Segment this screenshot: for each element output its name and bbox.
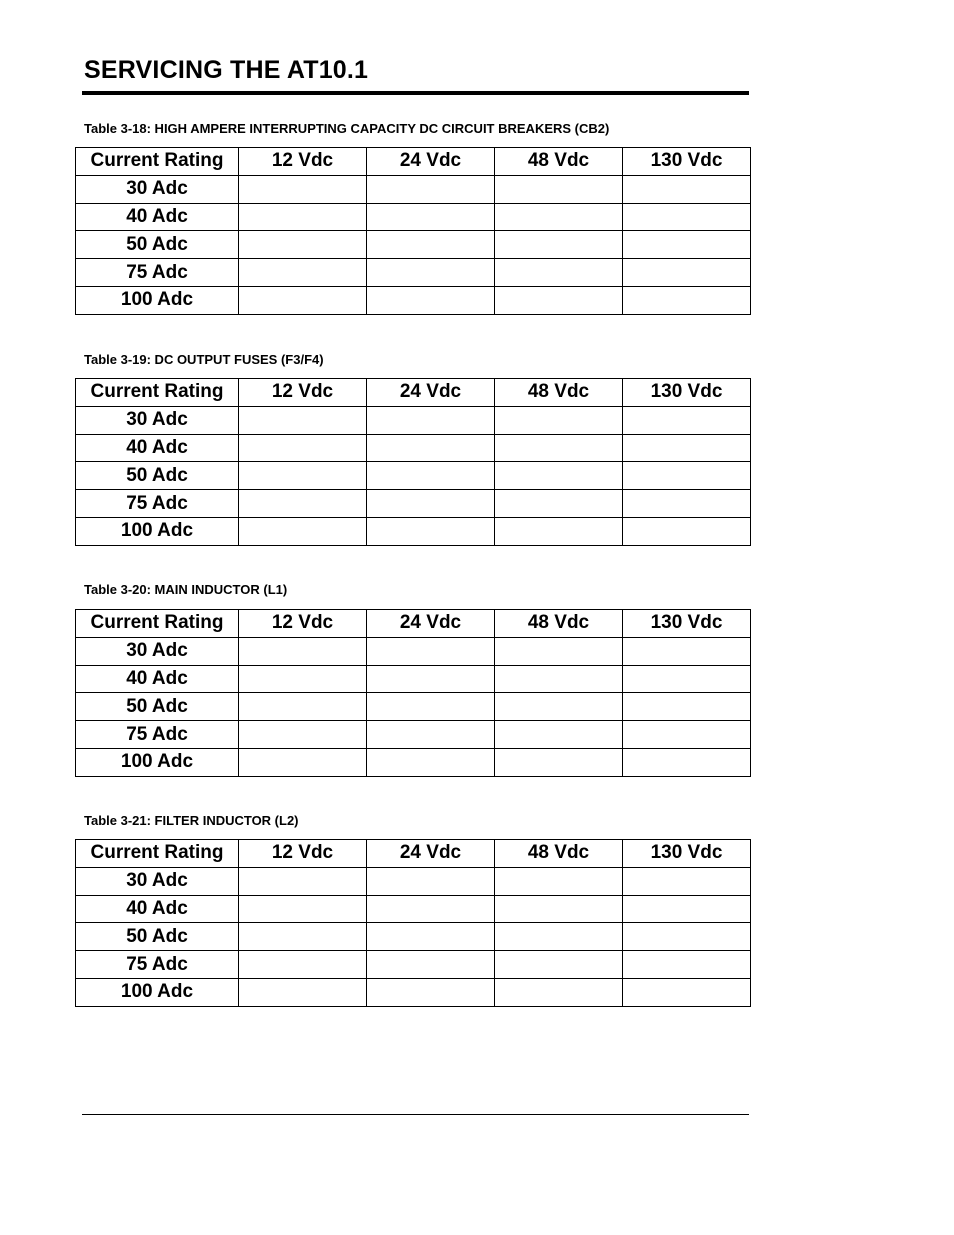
value-cell[interactable] (623, 951, 751, 979)
table-row (76, 406, 751, 434)
table-row (76, 231, 751, 259)
value-cell[interactable] (623, 434, 751, 462)
table-row (76, 978, 751, 1006)
value-cell[interactable] (495, 259, 623, 287)
value-cell[interactable] (495, 517, 623, 545)
value-cell[interactable] (239, 978, 367, 1006)
value-cell[interactable] (239, 867, 367, 895)
table-row (76, 721, 751, 749)
value-cell[interactable] (367, 286, 495, 314)
current-rating-cell: 30 Adc (76, 867, 239, 895)
value-cell[interactable] (239, 517, 367, 545)
current-rating-cell: 40 Adc (76, 434, 239, 462)
column-header: 12 Vdc (239, 840, 367, 868)
value-cell[interactable] (623, 175, 751, 203)
current-rating-cell: 30 Adc (76, 175, 239, 203)
value-cell[interactable] (495, 637, 623, 665)
value-cell[interactable] (239, 923, 367, 951)
value-cell[interactable] (239, 748, 367, 776)
value-cell[interactable] (495, 665, 623, 693)
value-cell[interactable] (367, 665, 495, 693)
value-cell[interactable] (367, 203, 495, 231)
column-header: Current Rating (76, 840, 239, 868)
current-rating-cell: 50 Adc (76, 693, 239, 721)
table-caption: Table 3-20: MAIN INDUCTOR (L1) (84, 582, 288, 597)
table-row (76, 490, 751, 518)
value-cell[interactable] (239, 693, 367, 721)
value-cell[interactable] (623, 637, 751, 665)
table-row (76, 748, 751, 776)
footer-rule (82, 1114, 749, 1115)
current-rating-cell: 75 Adc (76, 721, 239, 749)
page-title: SERVICING THE AT10.1 (84, 56, 369, 84)
table-header-row (76, 148, 751, 176)
value-cell[interactable] (623, 923, 751, 951)
value-cell[interactable] (495, 721, 623, 749)
rating-table (75, 147, 751, 315)
value-cell[interactable] (623, 693, 751, 721)
column-header: 24 Vdc (367, 610, 495, 638)
value-cell[interactable] (495, 748, 623, 776)
value-cell[interactable] (495, 867, 623, 895)
value-cell[interactable] (623, 490, 751, 518)
current-rating-cell: 50 Adc (76, 923, 239, 951)
value-cell[interactable] (495, 978, 623, 1006)
value-cell[interactable] (367, 517, 495, 545)
current-rating-cell: 75 Adc (76, 951, 239, 979)
value-cell[interactable] (367, 462, 495, 490)
current-rating-cell: 100 Adc (76, 517, 239, 545)
current-rating-cell: 50 Adc (76, 462, 239, 490)
table-row (76, 867, 751, 895)
table-caption: Table 3-18: HIGH AMPERE INTERRUPTING CAPACITY DC CIRCUIT BREAKERS (CB2) (84, 121, 610, 136)
value-cell[interactable] (495, 203, 623, 231)
table-row (76, 462, 751, 490)
value-cell[interactable] (495, 490, 623, 518)
table-row (76, 203, 751, 231)
value-cell[interactable] (239, 175, 367, 203)
value-cell[interactable] (367, 231, 495, 259)
value-cell[interactable] (623, 517, 751, 545)
value-cell[interactable] (495, 231, 623, 259)
rating-table (75, 609, 751, 777)
value-cell[interactable] (495, 462, 623, 490)
column-header: 130 Vdc (623, 148, 751, 176)
value-cell[interactable] (367, 895, 495, 923)
current-rating-cell: 30 Adc (76, 637, 239, 665)
value-cell[interactable] (623, 867, 751, 895)
value-cell[interactable] (367, 637, 495, 665)
value-cell[interactable] (367, 923, 495, 951)
value-cell[interactable] (239, 231, 367, 259)
column-header: 48 Vdc (495, 610, 623, 638)
column-header: 130 Vdc (623, 840, 751, 868)
value-cell[interactable] (367, 721, 495, 749)
value-cell[interactable] (367, 951, 495, 979)
table-row (76, 693, 751, 721)
value-cell[interactable] (623, 203, 751, 231)
column-header: 12 Vdc (239, 610, 367, 638)
column-header: 12 Vdc (239, 148, 367, 176)
value-cell[interactable] (623, 665, 751, 693)
value-cell[interactable] (623, 406, 751, 434)
table-caption: Table 3-21: FILTER INDUCTOR (L2) (84, 813, 299, 828)
column-header: 48 Vdc (495, 840, 623, 868)
value-cell[interactable] (495, 434, 623, 462)
value-cell[interactable] (239, 286, 367, 314)
column-header: 12 Vdc (239, 379, 367, 407)
column-header: 130 Vdc (623, 610, 751, 638)
rating-table (75, 378, 751, 546)
column-header: 24 Vdc (367, 840, 495, 868)
value-cell[interactable] (367, 406, 495, 434)
value-cell[interactable] (623, 748, 751, 776)
column-header: 48 Vdc (495, 379, 623, 407)
value-cell[interactable] (239, 462, 367, 490)
current-rating-cell: 75 Adc (76, 259, 239, 287)
value-cell[interactable] (367, 490, 495, 518)
current-rating-cell: 75 Adc (76, 490, 239, 518)
table-row (76, 895, 751, 923)
table-header-row (76, 610, 751, 638)
value-cell[interactable] (495, 286, 623, 314)
table-row (76, 259, 751, 287)
current-rating-cell: 40 Adc (76, 203, 239, 231)
value-cell[interactable] (367, 867, 495, 895)
column-header: Current Rating (76, 148, 239, 176)
current-rating-cell: 50 Adc (76, 231, 239, 259)
current-rating-cell: 100 Adc (76, 978, 239, 1006)
table-row (76, 665, 751, 693)
value-cell[interactable] (239, 665, 367, 693)
table-row (76, 923, 751, 951)
value-cell[interactable] (495, 175, 623, 203)
table-header-row (76, 840, 751, 868)
value-cell[interactable] (239, 406, 367, 434)
column-header: 130 Vdc (623, 379, 751, 407)
value-cell[interactable] (623, 721, 751, 749)
value-cell[interactable] (367, 434, 495, 462)
value-cell[interactable] (367, 748, 495, 776)
rating-table (75, 839, 751, 1007)
value-cell[interactable] (367, 978, 495, 1006)
table-row (76, 175, 751, 203)
value-cell[interactable] (239, 951, 367, 979)
value-cell[interactable] (239, 259, 367, 287)
value-cell[interactable] (239, 203, 367, 231)
value-cell[interactable] (239, 721, 367, 749)
table-header-row (76, 379, 751, 407)
value-cell[interactable] (623, 259, 751, 287)
value-cell[interactable] (239, 434, 367, 462)
value-cell[interactable] (623, 895, 751, 923)
value-cell[interactable] (495, 406, 623, 434)
column-header: Current Rating (76, 610, 239, 638)
table-row (76, 286, 751, 314)
value-cell[interactable] (623, 462, 751, 490)
table-caption: Table 3-19: DC OUTPUT FUSES (F3/F4) (84, 352, 324, 367)
value-cell[interactable] (495, 693, 623, 721)
table-row (76, 434, 751, 462)
current-rating-cell: 40 Adc (76, 895, 239, 923)
current-rating-cell: 40 Adc (76, 665, 239, 693)
table-row (76, 517, 751, 545)
table-row (76, 951, 751, 979)
column-header: 48 Vdc (495, 148, 623, 176)
value-cell[interactable] (239, 637, 367, 665)
current-rating-cell: 100 Adc (76, 748, 239, 776)
column-header: Current Rating (76, 379, 239, 407)
value-cell[interactable] (367, 693, 495, 721)
value-cell[interactable] (239, 490, 367, 518)
value-cell[interactable] (495, 923, 623, 951)
current-rating-cell: 100 Adc (76, 286, 239, 314)
value-cell[interactable] (623, 286, 751, 314)
title-rule (82, 91, 749, 95)
table-row (76, 637, 751, 665)
value-cell[interactable] (239, 895, 367, 923)
value-cell[interactable] (367, 175, 495, 203)
value-cell[interactable] (495, 895, 623, 923)
value-cell[interactable] (623, 231, 751, 259)
value-cell[interactable] (367, 259, 495, 287)
column-header: 24 Vdc (367, 379, 495, 407)
column-header: 24 Vdc (367, 148, 495, 176)
current-rating-cell: 30 Adc (76, 406, 239, 434)
value-cell[interactable] (495, 951, 623, 979)
value-cell[interactable] (623, 978, 751, 1006)
